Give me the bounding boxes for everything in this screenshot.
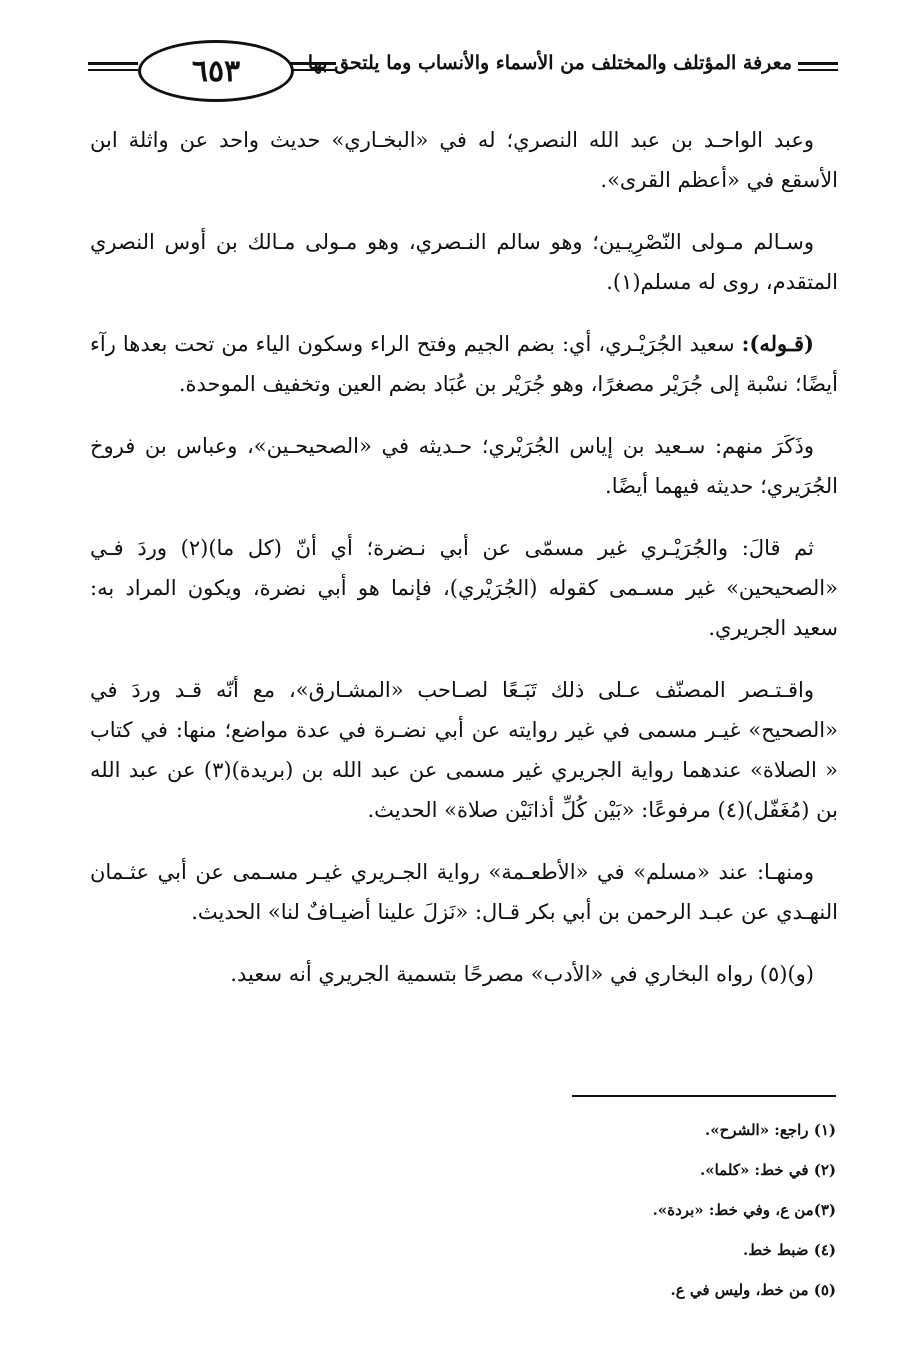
paragraph-text: وذَكَرَ منهم: سـعيد بن إياس الجُرَيْري؛ حـديثه في «الصحيحـين»، وعباس بن فروخ الجُرَيري؛ حديثه فيهما أيضًا. (90, 434, 838, 498)
paragraph (90, 852, 838, 932)
paragraph (90, 426, 838, 506)
header-rule (798, 69, 838, 71)
paragraph (90, 222, 838, 302)
header-rule (88, 62, 138, 65)
footnote: (٤) ضبط خط. (743, 1241, 836, 1259)
paragraph-text: وسـالم مـولى النّصْرِيـين؛ وهو سالم النـصري، وهو مـولى مـالك بن أوس النصري المتقدم، روى له مسلم(١). (90, 230, 838, 294)
footnote: (٥) من خط، وليس في ع. (670, 1281, 836, 1299)
paragraph (90, 324, 838, 404)
main-text (90, 120, 838, 1016)
paragraph-text: ومنهـا: عند «مسلم» في «الأطعـمة» رواية الجـريري غيـر مسـمى عن أبي عثـمان النهـدي عن عبـد الرحمن بن أبي بكر قـال: «نَزلَ علينا أضيـافٌ لنا» الحديث. (90, 860, 838, 924)
page-number: ٦٥٣ (138, 40, 294, 102)
paragraph (90, 954, 838, 994)
paragraph-text: ثم قالَ: والجُرَيْـري غير مسمّى عن أبي نـضرة؛ أي أنّ (كل ما)(٢) وردَ فـي «الصحيحين» غير مسـمى كقوله (الجُرَيْري)، فإنما هو أبي نضرة، ويكون المراد به: سعيد الجريري. (90, 536, 838, 640)
paragraph-text: وعبد الواحـد بن عبد الله النصري؛ له في «البخـاري» حديث واحد عن واثلة ابن الأسقع في «أعظم القرى». (90, 128, 838, 192)
header-rule (798, 62, 838, 65)
paragraph-text: سعيد الجُرَيْـري، أي: بضم الجيم وفتح الراء وسكون الياء من تحت بعدها رآء أيضًا؛ نسْبة إلى جُرَيْر مصغرًا، وهو جُرَيْر بن عُبَاد بضم العين وتخفيف الموحدة. (90, 332, 838, 396)
footnote: (٣)من ع، وفي خط: «بردة». (652, 1201, 836, 1219)
running-title: معرفة المؤتلف والمختلف من الأسماء والأنساب وما يلتحق بها (307, 52, 792, 74)
header-rule (88, 69, 138, 71)
paragraph (90, 670, 838, 830)
paragraph (90, 120, 838, 200)
footnote: (١) راجع: «الشرح». (705, 1121, 836, 1139)
footnote-separator (572, 1095, 836, 1097)
paragraph (90, 528, 838, 648)
paragraph-text: (و)(٥) رواه البخاري في «الأدب» مصرحًا بتسمية الجريري أنه سعيد. (230, 962, 814, 986)
page-header (88, 40, 838, 110)
paragraph-lead: (قـوله): (741, 331, 814, 356)
paragraph-text: واقـتـصر المصنّف عـلى ذلك تَبَـعًا لصـاحب «المشـارق»، مع أنّه قـد وردَ في «الصحيح» غيـر مسمى في غير روايته عن أبي نضـرة في عدة مواضع؛ منها: في كتاب « الصلاة» عندهما رواية الجريري غير مسمى عن عبد الله بن (بريدة)(٣) عن عبد الله بن (مُغَفّل)(٤) مرفوعًا: «بَيْن كُلِّ أذانَيْن صلاة» الحديث. (90, 678, 838, 822)
footnote: (٢) في خط: «كلما». (700, 1161, 836, 1179)
footnotes (236, 1110, 836, 1310)
